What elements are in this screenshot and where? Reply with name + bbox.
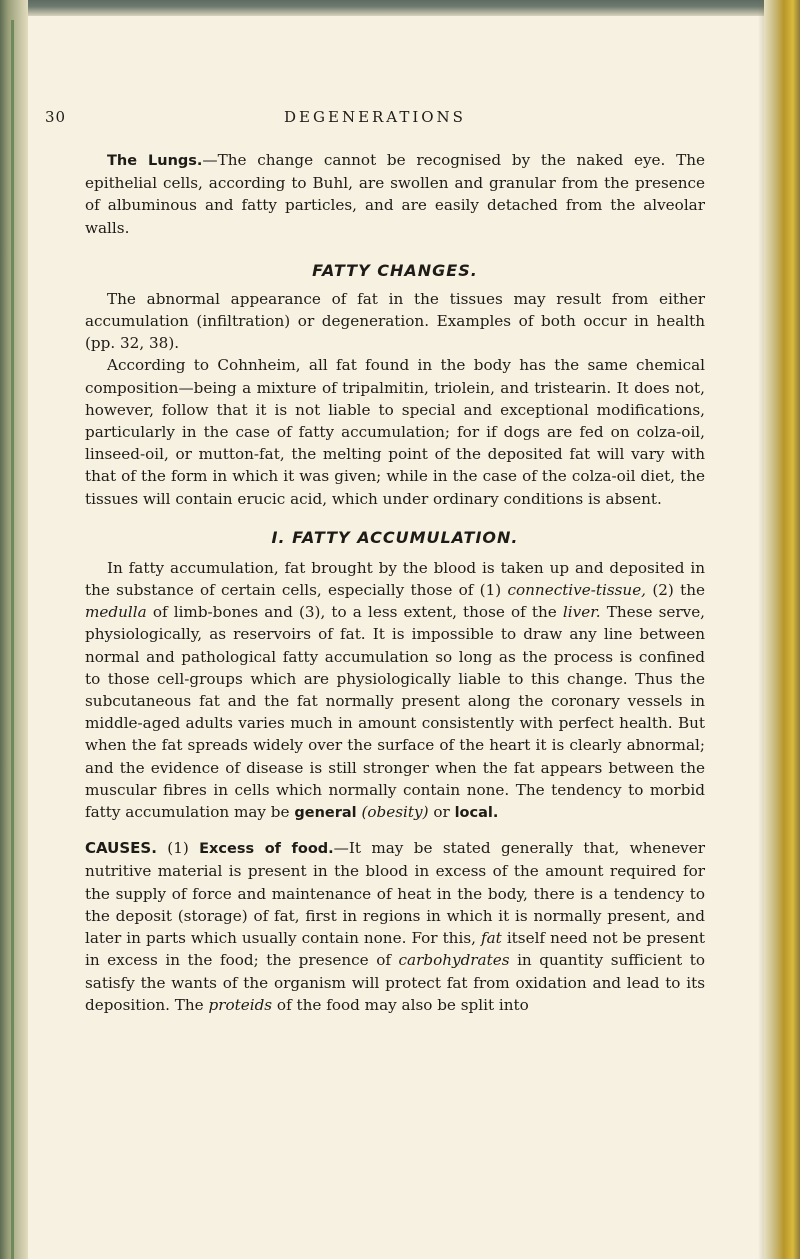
causes-text-5: in quantity sufficient to satisfy the wants of the organism will protect fat from oxidation and lead to its deposition. The [85, 951, 706, 1014]
lungs-text: —The change cannot be recognised by the naked eye. The epithelial cells, according to Buhl, are swollen and granular from the presence of albuminous and fatty particles, and are easily detached from the alveolar walls. [85, 151, 706, 237]
page-body [85, 149, 705, 1016]
accumulation-obesity: (obesity) [361, 803, 429, 822]
causes-excess-of-food: Excess of food. [199, 841, 334, 858]
causes-text-3: itself need not be present in excess in the food; the presence of [85, 929, 706, 970]
accumulation-text-c: (2) the [652, 581, 705, 600]
lungs-paragraph [85, 149, 705, 239]
scan-left-edge [0, 0, 28, 1259]
fatty-changes-paragraph-1: The abnormal appearance of fat in the tissues may result from either accumulation (infiltration) or degeneration. Examples of both occur in health (pp. 32, 38). [85, 289, 705, 353]
causes-paragraph [85, 837, 705, 1016]
causes-text-1: —It may be stated generally that, whenever nutritive material is present in the blood in excess of the amount required for the supply of force and maintenance of heat in the body, there is a tendency to the deposit (storage) of fat, first in regions in which it is normally present, and later in parts which usually contain none. For this, [85, 839, 706, 948]
accumulation-text-g: These serve, physiologically, as reservoirs of fat. It is impossible to draw any line between normal and pathological fatty accumulation so long as the process is confined to those cell-groups which are physiologically liable to this change. Thus the subcutaneous fat and the fat normally present along the coronary vessels in middle-aged adults varies much in amount consistently with perfect health. But when the fat spreads widely over the surface of the heart it is clearly abnormal; and the evidence of disease is still stronger when the fat appears between the muscular fibres in cells which normally contain none. The tendency to morbid fatty accumulation may be [85, 603, 706, 822]
lungs-lead: The Lungs. [107, 153, 203, 169]
fatty-accumulation-heading: I. FATTY ACCUMULATION. [271, 527, 519, 547]
accumulation-connective-tissue: connective-tissue, [507, 581, 647, 600]
fatty-changes-heading: FATTY CHANGES. [312, 260, 478, 280]
accumulation-text-a: In fatty accumulation, fat brought by the blood is taken up and deposited in the substance of certain cells, especially those of (1) [85, 558, 705, 600]
accumulation-general: general [294, 805, 357, 822]
running-title: DEGENERATIONS [284, 108, 466, 126]
causes-text-7: of the food may also be split into [276, 995, 529, 1014]
scan-right-edge [764, 0, 800, 1259]
running-head [0, 108, 800, 130]
fatty-changes-paragraph-2: According to Cohnheim, all fat found in the body has the same chemical composition—being a mixture of tripalmitin, triolein, and tristearin. It does not, however, follow that it is not liable to special and exceptional modifications, particularly in the case of fatty accumulation; for if dogs are fed on colza-oil, linseed-oil, or mutton-fat, the melting point of the deposited fat will vary with that of the form in which it was given; while in the case of the colza-oil diet, the tissues will contain erucic acid, which under ordinary conditions is absent. [85, 356, 705, 508]
accumulation-liver: liver. [562, 603, 601, 622]
causes-proteids: proteids [208, 995, 273, 1014]
causes-fat: fat [481, 929, 502, 948]
accumulation-text-j: or [433, 803, 450, 822]
causes-number: (1) [167, 839, 189, 858]
scan-top-edge [0, 0, 800, 16]
accumulation-medulla: medulla [85, 603, 147, 622]
page-number: 30 [45, 108, 67, 126]
causes-lead: CAUSES. [85, 839, 157, 858]
fatty-accumulation-paragraph [85, 557, 705, 824]
accumulation-text-e: of limb-bones and (3), to a less extent, those of the [152, 603, 557, 622]
scan-left-binding-line [11, 20, 14, 1259]
accumulation-local: local. [454, 805, 499, 822]
causes-carbohydrates: carbohydrates [398, 951, 510, 970]
